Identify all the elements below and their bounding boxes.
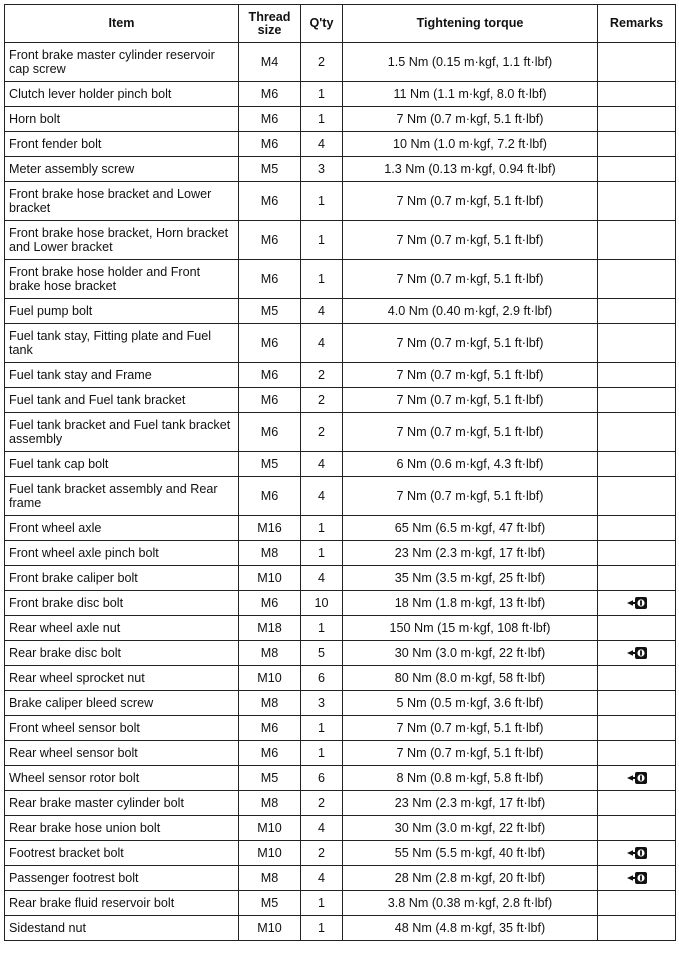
item-cell: Front brake hose bracket and Lower bracket bbox=[5, 182, 239, 221]
thread-size-cell: M6 bbox=[239, 221, 301, 260]
torque-cell: 30 Nm (3.0 m·kgf, 22 ft·lbf) bbox=[343, 816, 598, 841]
quantity-cell: 2 bbox=[301, 791, 343, 816]
item-cell: Fuel tank stay and Frame bbox=[5, 363, 239, 388]
torque-cell: 35 Nm (3.5 m·kgf, 25 ft·lbf) bbox=[343, 566, 598, 591]
table-row bbox=[5, 157, 676, 182]
table-header-row bbox=[5, 5, 676, 43]
item-cell: Brake caliper bleed screw bbox=[5, 691, 239, 716]
header-item: Item bbox=[5, 5, 239, 43]
quantity-cell: 4 bbox=[301, 816, 343, 841]
table-row bbox=[5, 566, 676, 591]
table-row bbox=[5, 741, 676, 766]
torque-cell: 150 Nm (15 m·kgf, 108 ft·lbf) bbox=[343, 616, 598, 641]
torque-cell: 3.8 Nm (0.38 m·kgf, 2.8 ft·lbf) bbox=[343, 891, 598, 916]
thread-lock-icon bbox=[626, 771, 648, 785]
table-row bbox=[5, 666, 676, 691]
quantity-cell: 4 bbox=[301, 566, 343, 591]
quantity-cell: 6 bbox=[301, 766, 343, 791]
remarks-cell bbox=[598, 107, 676, 132]
thread-size-cell: M6 bbox=[239, 363, 301, 388]
item-cell: Rear brake hose union bolt bbox=[5, 816, 239, 841]
thread-lock-icon bbox=[626, 846, 648, 860]
thread-size-cell: M6 bbox=[239, 132, 301, 157]
torque-cell: 7 Nm (0.7 m·kgf, 5.1 ft·lbf) bbox=[343, 107, 598, 132]
quantity-cell: 4 bbox=[301, 452, 343, 477]
torque-cell: 7 Nm (0.7 m·kgf, 5.1 ft·lbf) bbox=[343, 221, 598, 260]
torque-cell: 18 Nm (1.8 m·kgf, 13 ft·lbf) bbox=[343, 591, 598, 616]
remarks-cell bbox=[598, 82, 676, 107]
thread-size-cell: M8 bbox=[239, 641, 301, 666]
quantity-cell: 1 bbox=[301, 182, 343, 221]
header-thread-line2: size bbox=[257, 22, 282, 37]
torque-cell: 28 Nm (2.8 m·kgf, 20 ft·lbf) bbox=[343, 866, 598, 891]
remarks-cell bbox=[598, 260, 676, 299]
quantity-cell: 1 bbox=[301, 891, 343, 916]
remarks-cell bbox=[598, 413, 676, 452]
header-remarks: Remarks bbox=[598, 5, 676, 43]
item-cell: Wheel sensor rotor bolt bbox=[5, 766, 239, 791]
torque-table bbox=[4, 4, 676, 941]
table-row bbox=[5, 716, 676, 741]
item-cell: Front brake disc bolt bbox=[5, 591, 239, 616]
thread-size-cell: M6 bbox=[239, 107, 301, 132]
quantity-cell: 1 bbox=[301, 221, 343, 260]
table-row bbox=[5, 691, 676, 716]
thread-size-cell: M6 bbox=[239, 413, 301, 452]
quantity-cell: 4 bbox=[301, 299, 343, 324]
quantity-cell: 1 bbox=[301, 741, 343, 766]
item-cell: Footrest bracket bolt bbox=[5, 841, 239, 866]
thread-size-cell: M6 bbox=[239, 260, 301, 299]
thread-lock-icon bbox=[626, 646, 648, 660]
quantity-cell: 4 bbox=[301, 477, 343, 516]
table-row bbox=[5, 841, 676, 866]
torque-cell: 48 Nm (4.8 m·kgf, 35 ft·lbf) bbox=[343, 916, 598, 941]
torque-cell: 10 Nm (1.0 m·kgf, 7.2 ft·lbf) bbox=[343, 132, 598, 157]
torque-cell: 7 Nm (0.7 m·kgf, 5.1 ft·lbf) bbox=[343, 324, 598, 363]
remarks-cell bbox=[598, 816, 676, 841]
torque-cell: 6 Nm (0.6 m·kgf, 4.3 ft·lbf) bbox=[343, 452, 598, 477]
item-cell: Rear wheel axle nut bbox=[5, 616, 239, 641]
thread-size-cell: M6 bbox=[239, 591, 301, 616]
header-torque: Tightening torque bbox=[343, 5, 598, 43]
torque-cell: 65 Nm (6.5 m·kgf, 47 ft·lbf) bbox=[343, 516, 598, 541]
table-row bbox=[5, 816, 676, 841]
torque-cell: 1.5 Nm (0.15 m·kgf, 1.1 ft·lbf) bbox=[343, 43, 598, 82]
item-cell: Fuel tank stay, Fitting plate and Fuel tank bbox=[5, 324, 239, 363]
quantity-cell: 1 bbox=[301, 716, 343, 741]
quantity-cell: 1 bbox=[301, 541, 343, 566]
torque-cell: 7 Nm (0.7 m·kgf, 5.1 ft·lbf) bbox=[343, 741, 598, 766]
quantity-cell: 2 bbox=[301, 388, 343, 413]
table-row bbox=[5, 452, 676, 477]
thread-size-cell: M5 bbox=[239, 157, 301, 182]
thread-size-cell: M5 bbox=[239, 766, 301, 791]
item-cell: Rear wheel sprocket nut bbox=[5, 666, 239, 691]
item-cell: Passenger footrest bolt bbox=[5, 866, 239, 891]
quantity-cell: 2 bbox=[301, 43, 343, 82]
remarks-cell bbox=[598, 916, 676, 941]
remarks-cell bbox=[598, 477, 676, 516]
torque-cell: 8 Nm (0.8 m·kgf, 5.8 ft·lbf) bbox=[343, 766, 598, 791]
torque-cell: 5 Nm (0.5 m·kgf, 3.6 ft·lbf) bbox=[343, 691, 598, 716]
table-row bbox=[5, 82, 676, 107]
item-cell: Front wheel axle pinch bolt bbox=[5, 541, 239, 566]
torque-cell: 7 Nm (0.7 m·kgf, 5.1 ft·lbf) bbox=[343, 716, 598, 741]
item-cell: Fuel tank cap bolt bbox=[5, 452, 239, 477]
thread-size-cell: M10 bbox=[239, 916, 301, 941]
quantity-cell: 1 bbox=[301, 82, 343, 107]
remarks-cell bbox=[598, 766, 676, 791]
thread-size-cell: M8 bbox=[239, 791, 301, 816]
thread-size-cell: M6 bbox=[239, 182, 301, 221]
table-row bbox=[5, 132, 676, 157]
torque-cell: 7 Nm (0.7 m·kgf, 5.1 ft·lbf) bbox=[343, 260, 598, 299]
torque-cell: 11 Nm (1.1 m·kgf, 8.0 ft·lbf) bbox=[343, 82, 598, 107]
item-cell: Fuel tank bracket and Fuel tank bracket assembly bbox=[5, 413, 239, 452]
item-cell: Fuel tank bracket assembly and Rear frame bbox=[5, 477, 239, 516]
table-row bbox=[5, 388, 676, 413]
remarks-cell bbox=[598, 841, 676, 866]
item-cell: Front wheel sensor bolt bbox=[5, 716, 239, 741]
item-cell: Rear brake master cylinder bolt bbox=[5, 791, 239, 816]
torque-cell: 7 Nm (0.7 m·kgf, 5.1 ft·lbf) bbox=[343, 363, 598, 388]
header-thread-size bbox=[239, 5, 301, 43]
item-cell: Front brake hose bracket, Horn bracket and Lower bracket bbox=[5, 221, 239, 260]
remarks-cell bbox=[598, 221, 676, 260]
quantity-cell: 2 bbox=[301, 413, 343, 452]
remarks-cell bbox=[598, 363, 676, 388]
remarks-cell bbox=[598, 43, 676, 82]
thread-size-cell: M18 bbox=[239, 616, 301, 641]
thread-size-cell: M10 bbox=[239, 841, 301, 866]
item-cell: Rear brake fluid reservoir bolt bbox=[5, 891, 239, 916]
torque-cell: 1.3 Nm (0.13 m·kgf, 0.94 ft·lbf) bbox=[343, 157, 598, 182]
thread-lock-icon bbox=[626, 596, 648, 610]
item-cell: Fuel tank and Fuel tank bracket bbox=[5, 388, 239, 413]
quantity-cell: 1 bbox=[301, 516, 343, 541]
remarks-cell bbox=[598, 566, 676, 591]
thread-size-cell: M10 bbox=[239, 666, 301, 691]
quantity-cell: 2 bbox=[301, 363, 343, 388]
quantity-cell: 2 bbox=[301, 841, 343, 866]
quantity-cell: 4 bbox=[301, 324, 343, 363]
quantity-cell: 1 bbox=[301, 916, 343, 941]
thread-size-cell: M8 bbox=[239, 691, 301, 716]
remarks-cell bbox=[598, 452, 676, 477]
table-row bbox=[5, 363, 676, 388]
torque-cell: 7 Nm (0.7 m·kgf, 5.1 ft·lbf) bbox=[343, 477, 598, 516]
table-row bbox=[5, 413, 676, 452]
header-thread-line1: Thread bbox=[248, 9, 291, 24]
item-cell: Meter assembly screw bbox=[5, 157, 239, 182]
thread-size-cell: M6 bbox=[239, 388, 301, 413]
remarks-cell bbox=[598, 691, 676, 716]
remarks-cell bbox=[598, 324, 676, 363]
remarks-cell bbox=[598, 791, 676, 816]
remarks-cell bbox=[598, 866, 676, 891]
table-row bbox=[5, 766, 676, 791]
torque-cell: 30 Nm (3.0 m·kgf, 22 ft·lbf) bbox=[343, 641, 598, 666]
item-cell: Horn bolt bbox=[5, 107, 239, 132]
table-row bbox=[5, 477, 676, 516]
quantity-cell: 6 bbox=[301, 666, 343, 691]
item-cell: Front brake caliper bolt bbox=[5, 566, 239, 591]
remarks-cell bbox=[598, 132, 676, 157]
table-row bbox=[5, 591, 676, 616]
table-row bbox=[5, 260, 676, 299]
thread-lock-icon bbox=[626, 871, 648, 885]
thread-size-cell: M6 bbox=[239, 324, 301, 363]
remarks-cell bbox=[598, 157, 676, 182]
remarks-cell bbox=[598, 541, 676, 566]
remarks-cell bbox=[598, 641, 676, 666]
quantity-cell: 3 bbox=[301, 157, 343, 182]
remarks-cell bbox=[598, 388, 676, 413]
table-row bbox=[5, 516, 676, 541]
remarks-cell bbox=[598, 741, 676, 766]
thread-size-cell: M5 bbox=[239, 452, 301, 477]
remarks-cell bbox=[598, 516, 676, 541]
remarks-cell bbox=[598, 616, 676, 641]
thread-size-cell: M10 bbox=[239, 566, 301, 591]
item-cell: Front wheel axle bbox=[5, 516, 239, 541]
quantity-cell: 4 bbox=[301, 866, 343, 891]
item-cell: Front brake master cylinder reservoir cap screw bbox=[5, 43, 239, 82]
remarks-cell bbox=[598, 891, 676, 916]
thread-size-cell: M8 bbox=[239, 866, 301, 891]
item-cell: Rear wheel sensor bolt bbox=[5, 741, 239, 766]
quantity-cell: 3 bbox=[301, 691, 343, 716]
table-row bbox=[5, 299, 676, 324]
thread-size-cell: M5 bbox=[239, 891, 301, 916]
table-row bbox=[5, 791, 676, 816]
torque-cell: 7 Nm (0.7 m·kgf, 5.1 ft·lbf) bbox=[343, 388, 598, 413]
thread-size-cell: M6 bbox=[239, 477, 301, 516]
quantity-cell: 4 bbox=[301, 132, 343, 157]
thread-size-cell: M5 bbox=[239, 299, 301, 324]
torque-cell: 55 Nm (5.5 m·kgf, 40 ft·lbf) bbox=[343, 841, 598, 866]
torque-cell: 7 Nm (0.7 m·kgf, 5.1 ft·lbf) bbox=[343, 182, 598, 221]
torque-cell: 23 Nm (2.3 m·kgf, 17 ft·lbf) bbox=[343, 541, 598, 566]
table-row bbox=[5, 616, 676, 641]
thread-size-cell: M10 bbox=[239, 816, 301, 841]
table-row bbox=[5, 866, 676, 891]
item-cell: Rear brake disc bolt bbox=[5, 641, 239, 666]
remarks-cell bbox=[598, 716, 676, 741]
torque-cell: 4.0 Nm (0.40 m·kgf, 2.9 ft·lbf) bbox=[343, 299, 598, 324]
torque-cell: 7 Nm (0.7 m·kgf, 5.1 ft·lbf) bbox=[343, 413, 598, 452]
torque-cell: 80 Nm (8.0 m·kgf, 58 ft·lbf) bbox=[343, 666, 598, 691]
table-row bbox=[5, 541, 676, 566]
thread-size-cell: M4 bbox=[239, 43, 301, 82]
item-cell: Clutch lever holder pinch bolt bbox=[5, 82, 239, 107]
header-qty: Q'ty bbox=[301, 5, 343, 43]
thread-size-cell: M6 bbox=[239, 716, 301, 741]
table-row bbox=[5, 891, 676, 916]
item-cell: Front fender bolt bbox=[5, 132, 239, 157]
quantity-cell: 1 bbox=[301, 616, 343, 641]
thread-size-cell: M8 bbox=[239, 541, 301, 566]
remarks-cell bbox=[598, 299, 676, 324]
thread-size-cell: M16 bbox=[239, 516, 301, 541]
quantity-cell: 10 bbox=[301, 591, 343, 616]
remarks-cell bbox=[598, 666, 676, 691]
thread-size-cell: M6 bbox=[239, 82, 301, 107]
quantity-cell: 1 bbox=[301, 260, 343, 299]
table-row bbox=[5, 107, 676, 132]
remarks-cell bbox=[598, 591, 676, 616]
quantity-cell: 1 bbox=[301, 107, 343, 132]
item-cell: Fuel pump bolt bbox=[5, 299, 239, 324]
table-row bbox=[5, 641, 676, 666]
table-row bbox=[5, 221, 676, 260]
item-cell: Front brake hose holder and Front brake hose bracket bbox=[5, 260, 239, 299]
table-row bbox=[5, 182, 676, 221]
table-row bbox=[5, 43, 676, 82]
remarks-cell bbox=[598, 182, 676, 221]
item-cell: Sidestand nut bbox=[5, 916, 239, 941]
quantity-cell: 5 bbox=[301, 641, 343, 666]
torque-cell: 23 Nm (2.3 m·kgf, 17 ft·lbf) bbox=[343, 791, 598, 816]
table-row bbox=[5, 324, 676, 363]
table-row bbox=[5, 916, 676, 941]
thread-size-cell: M6 bbox=[239, 741, 301, 766]
